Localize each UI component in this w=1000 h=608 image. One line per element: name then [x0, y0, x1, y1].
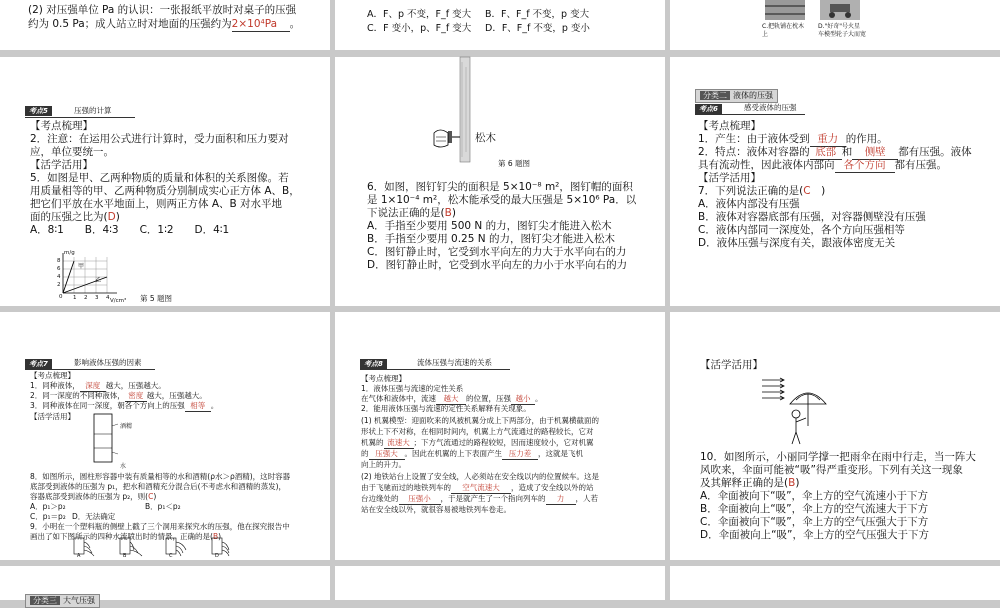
- options: A．8∶1 B．4∶3 C．1∶2 D．4∶1: [30, 224, 230, 236]
- figure-label: C: [169, 553, 173, 559]
- text-segment: 。因此在机翼的上下表面产生: [404, 449, 502, 458]
- option-b: B．液体对容器底部有压强，对容器侧壁没有压强: [698, 211, 926, 223]
- answer-blank: 压强大: [369, 449, 405, 460]
- text-segment: 2．特点：液体对容器的: [698, 146, 810, 158]
- cylinder-container-illustration: [92, 412, 116, 464]
- text-line: 向上的升力。: [361, 460, 406, 469]
- text-line: [30, 391, 207, 402]
- text-segment: ): [451, 207, 456, 219]
- text-segment: ；下方气流通过的路程较短，因而速度较小，它对机翼: [413, 438, 594, 447]
- category-banner: [25, 594, 100, 608]
- text-segment: 越大，压强越大。: [105, 381, 166, 390]
- heading-underline: [360, 369, 510, 370]
- mars-rover-illustration: [820, 0, 860, 20]
- answer-blank: 侧壁: [852, 146, 898, 160]
- tick-label: 8: [57, 258, 61, 264]
- text-line: [28, 18, 300, 32]
- topic-heading: 流体压强与流速的关系: [417, 358, 492, 367]
- text-segment: 。: [535, 394, 543, 403]
- slide-top-right: [670, 0, 1000, 50]
- text-line: 底部受到液体的压强为 p₁，把水和酒精充分混合后(不考虑水和酒精的蒸发)，: [30, 482, 287, 491]
- answer-blank: 越大: [436, 394, 466, 405]
- text-line: [361, 494, 598, 505]
- text-segment: 机翼的: [361, 438, 384, 447]
- text-line: 用质量相等的甲、乙两种物质分别制成实心正方体 A、B，: [30, 185, 300, 197]
- option-c: C．图钉静止时，它受到水平向左的力大于水平向右的力: [367, 246, 627, 258]
- text-segment: 2．同一深度的不同种液体，: [30, 391, 125, 400]
- figure-label: B: [123, 553, 127, 559]
- text-segment: 和: [841, 146, 853, 158]
- topic-tag: 考点5: [25, 106, 52, 116]
- section-title: 【活学活用】: [30, 412, 75, 421]
- text-segment: ，于是就产生了一个指向列车的: [440, 494, 546, 503]
- text-line: 形状上下不对称，在相同时间内，机翼上方气流通过的路程较长，它对: [361, 427, 594, 436]
- text-segment: ，造成了安全线以外的站: [511, 483, 594, 492]
- text-line: [30, 211, 120, 224]
- text-line: 2．注意：在运用公式进行计算时，受力面积和压力要对: [30, 133, 289, 145]
- text-line: 6．如图，图钉钉尖的面积是 5×10⁻⁸ m²，图钉帽的面积: [367, 181, 633, 193]
- option-d: D．液体压强与深度有关，跟液体密度无关: [698, 237, 896, 249]
- section-title: 【活学活用】: [30, 159, 93, 171]
- text-segment: 面的压强之比为(: [30, 211, 108, 223]
- option-a: A．液体内部没有压强: [698, 198, 800, 210]
- answer-blank: 各个方向: [835, 159, 895, 173]
- answer-blank: 2×10⁴Pa: [232, 18, 290, 32]
- topic-heading: 压强的计算: [74, 106, 112, 115]
- text-segment: 的: [361, 449, 369, 458]
- topic-heading: 影响液体压强的因素: [74, 358, 142, 367]
- text-segment: 具有流动性，因此液体内部向: [698, 159, 835, 171]
- section-title: 【考点梳理】: [30, 371, 75, 380]
- text-segment: ): [115, 211, 120, 223]
- tick-label: 3: [95, 295, 99, 301]
- category-label: 分类二: [700, 91, 730, 100]
- text-segment: ): [821, 185, 826, 197]
- answer-blank: 重力: [810, 133, 846, 147]
- text-line: 是 1×10⁻⁴ m²，松木能承受的最大压强是 5×10⁶ Pa．以: [367, 194, 637, 206]
- slide-liquid-pressure-factors: [0, 312, 330, 560]
- series-label-yi: 乙: [95, 277, 102, 284]
- text-segment: ): [153, 492, 157, 501]
- text-line: 9．小明在一个塑料瓶的侧壁上戳了三个洞用来探究水的压强，他在探究报告中: [30, 522, 290, 531]
- text-segment: 容器底部受到液体的压强为 p₂，则(: [30, 492, 149, 501]
- tick-label: 2: [57, 282, 61, 288]
- text-line: [698, 146, 972, 160]
- option-a: A．伞面被向下“吸”，伞上方的空气流速小于下方: [700, 490, 929, 502]
- answer-blank: 力: [546, 494, 576, 505]
- text-line: 把它们平放在水平地面上，则两正方体 A、B 对水平地: [30, 198, 283, 210]
- text-line: 应，单位要统一。: [30, 146, 114, 158]
- water-jet-options-illustration: [60, 538, 260, 558]
- text-line: [361, 449, 583, 460]
- text-segment: 台边缘处的: [361, 494, 399, 503]
- heading-underline: [25, 117, 135, 118]
- water-label: 水: [120, 463, 127, 470]
- y-axis-label: m/g: [64, 250, 75, 256]
- tick-label: 0: [59, 294, 63, 300]
- answer: B: [788, 477, 796, 489]
- text-line: 风吹来，伞面可能被“吸”得严重变形。下列有关这一现象: [700, 464, 963, 476]
- topic-tag: 考点6: [695, 104, 722, 114]
- text-line: [30, 381, 166, 392]
- tick-label: 4: [57, 274, 61, 280]
- answer-blank: 空气流速大: [451, 483, 511, 494]
- text-line: [700, 477, 799, 490]
- text-segment: 及其解释正确的是(: [700, 477, 789, 489]
- text-line: [30, 492, 156, 502]
- text-segment: ): [795, 477, 800, 489]
- option-b: B．p₁＜p₂: [145, 502, 181, 511]
- tick-label: 6: [57, 266, 61, 272]
- option-b: B．手指至少要用 0.25 N 的力，图钉尖才能进入松木: [367, 233, 615, 245]
- text-line: (1) 机翼模型：迎面吹来的风被机翼分成上下两部分，由于机翼横截面的: [361, 416, 600, 425]
- text-segment: 1．产生：由于液体受到: [698, 133, 810, 145]
- tick-label: 2: [84, 295, 88, 301]
- text-line: [361, 483, 594, 494]
- figure-label: D: [215, 553, 219, 559]
- topic-heading: 感受液体的压强: [744, 103, 797, 112]
- text-segment: 都有压强。液体: [898, 146, 972, 158]
- category-label: 分类三: [30, 596, 60, 605]
- rail-track-illustration: [765, 0, 805, 20]
- slide-top-middle: [335, 0, 665, 50]
- option-c: C．伞面被向下“吸”，伞上方的空气压强大于下方: [700, 516, 929, 528]
- text-line: 站在安全线以外，就很容易被地铁列车卷走。: [361, 505, 511, 514]
- text-segment: 的位置，压强: [466, 394, 511, 403]
- text-segment: 下说法正确的是(: [367, 207, 445, 219]
- figure-caption: 第 6 题图: [498, 159, 531, 168]
- text-segment: 的作用。: [845, 133, 888, 145]
- text-segment: 7．下列说法正确的是(: [698, 185, 804, 197]
- text-segment: 由于飞驰而过的地铁列车的: [361, 483, 451, 492]
- answer-blank: 相等: [185, 401, 211, 412]
- slide-liquid-pressure: [670, 57, 1000, 306]
- text-segment: 3．同种液体在同一深度，朝各个方向上的压强: [30, 401, 185, 410]
- text-line: 10．如图所示，小丽同学撑一把雨伞在雨中行走，当一阵大: [700, 451, 976, 463]
- answer: D: [107, 211, 116, 223]
- option-d: D．伞面被向上“吸”，伞上方的空气压强大于下方: [700, 529, 929, 541]
- figure-caption: 第 5 题图: [140, 294, 173, 303]
- text-line: [698, 185, 825, 198]
- text-line: 5．如图是甲、乙两种物质的质量和体积的关系图像。若: [30, 172, 289, 184]
- text-line: [361, 438, 594, 449]
- answer-blank: 压强小: [399, 494, 441, 505]
- answer-blank: 压力差: [502, 449, 538, 460]
- answer-blank: 流速大: [384, 438, 414, 449]
- caption-d: D."好奇"号火星车模型轮子大而宽: [818, 23, 867, 38]
- answer-blank: 密度: [125, 391, 147, 402]
- text-segment: ，人若: [575, 494, 598, 503]
- answer: C: [148, 492, 154, 501]
- text-line: 2．能用液体压强与流速的定性关系解释有关现象。: [361, 404, 531, 413]
- thumbtack-in-wood-illustration: [430, 57, 510, 162]
- text-line: 8．如图所示，圆柱形容器中装有质量相等的水和酒精(ρ水＞ρ酒精)，这时容器: [30, 472, 291, 481]
- topic-tag: 考点7: [25, 359, 52, 369]
- option-b: B．F、F_f 不变，p 变大: [485, 9, 590, 20]
- option-d: D．F、F_f 不变，p 变小: [485, 23, 590, 34]
- category-title: 液体的压强: [733, 91, 773, 100]
- text-segment: 。: [289, 18, 301, 30]
- text-segment: 。: [210, 401, 219, 410]
- slide-top-left: [0, 0, 330, 50]
- text-line: (2) 对压强单位 Pa 的认识：一张报纸平放时对桌子的压强: [28, 4, 297, 16]
- section-title: 【考点梳理】: [698, 120, 761, 132]
- option-c: C．液体内部同一深度处，各个方向压强相等: [698, 224, 905, 236]
- heading-underline: [25, 369, 155, 370]
- umbrella-wind-illustration: [760, 374, 840, 454]
- text-segment: 都有压强。: [894, 159, 947, 171]
- alcohol-label: 酒精: [120, 423, 133, 430]
- slide-bottom-left: [0, 566, 330, 605]
- heading-underline: [695, 114, 805, 115]
- option-c: C．p₁＝p₂: [30, 512, 66, 521]
- answer-blank: 底部: [810, 146, 842, 160]
- option-c: C．F 变小，p、F_f 变大: [367, 23, 472, 34]
- option-a: A．F、p 不变，F_f 变大: [367, 9, 472, 20]
- text-segment: 越大，压强越大。: [146, 391, 207, 400]
- slide-bottom-right: [670, 566, 1000, 600]
- answer-blank: 越小: [511, 394, 535, 405]
- text-line: (2) 地铁站台上设置了安全线，人必须站在安全线以内的位置候车。这是: [361, 472, 600, 481]
- answer: C: [803, 185, 811, 197]
- topic-tag: 考点8: [360, 359, 387, 369]
- text-segment: ，这就是飞机: [538, 449, 583, 458]
- text-segment: 在气体和液体中，流速: [361, 394, 436, 403]
- section-title: 【活学活用】: [698, 172, 761, 184]
- text-line: [698, 133, 888, 147]
- caption-c: C.把轨铺在枕木上: [762, 23, 805, 38]
- tick-label: 4: [106, 295, 110, 301]
- text-line: [367, 207, 456, 220]
- option-d: D．图钉静止时，它受到水平向左的力小于水平向右的力: [367, 259, 628, 271]
- option-a: A．手指至少要用 500 N 的力，图钉尖才能进入松木: [367, 220, 612, 232]
- figure-label: A: [77, 553, 81, 559]
- category-title: 大气压强: [63, 596, 95, 605]
- slide-fluid-pressure-speed: [335, 312, 665, 560]
- slide-pressure-calculation: [0, 57, 330, 306]
- text-line: [361, 394, 543, 405]
- section-title: 【活学活用】: [700, 359, 763, 371]
- text-segment: 1．同种液体，: [30, 381, 80, 390]
- option-b: B．伞面被向上“吸”，伞上方的空气流速大于下方: [700, 503, 929, 515]
- text-line: 1．液体压强与流速的定性关系: [361, 384, 464, 393]
- slide-thumbtack: [335, 57, 665, 306]
- option-d: D．无法确定: [72, 512, 116, 521]
- answer: B: [212, 532, 219, 541]
- text-line: [698, 159, 947, 173]
- category-banner: [695, 89, 778, 103]
- slide-umbrella-question: [670, 312, 1000, 560]
- section-title: 【考点梳理】: [30, 120, 93, 132]
- option-a: A．p₁＞p₂: [30, 502, 66, 511]
- slide-bottom-middle: [335, 566, 665, 600]
- text-segment: ): [218, 532, 222, 541]
- x-axis-label: V/cm³: [110, 298, 127, 304]
- text-segment: 画出了如下图所示的四种水流喷出时的情景，正确的是(: [30, 532, 213, 541]
- wood-label: 松木: [475, 132, 496, 144]
- tick-label: 1: [73, 295, 77, 301]
- section-title: 【考点梳理】: [361, 374, 406, 383]
- answer-blank: 深度: [80, 381, 106, 392]
- text-segment: 约为 0.5 Pa；成人站立时对地面的压强约为: [28, 18, 232, 30]
- text-line: [30, 401, 218, 412]
- answer: B: [444, 207, 452, 219]
- series-label-jia: 甲: [78, 263, 85, 270]
